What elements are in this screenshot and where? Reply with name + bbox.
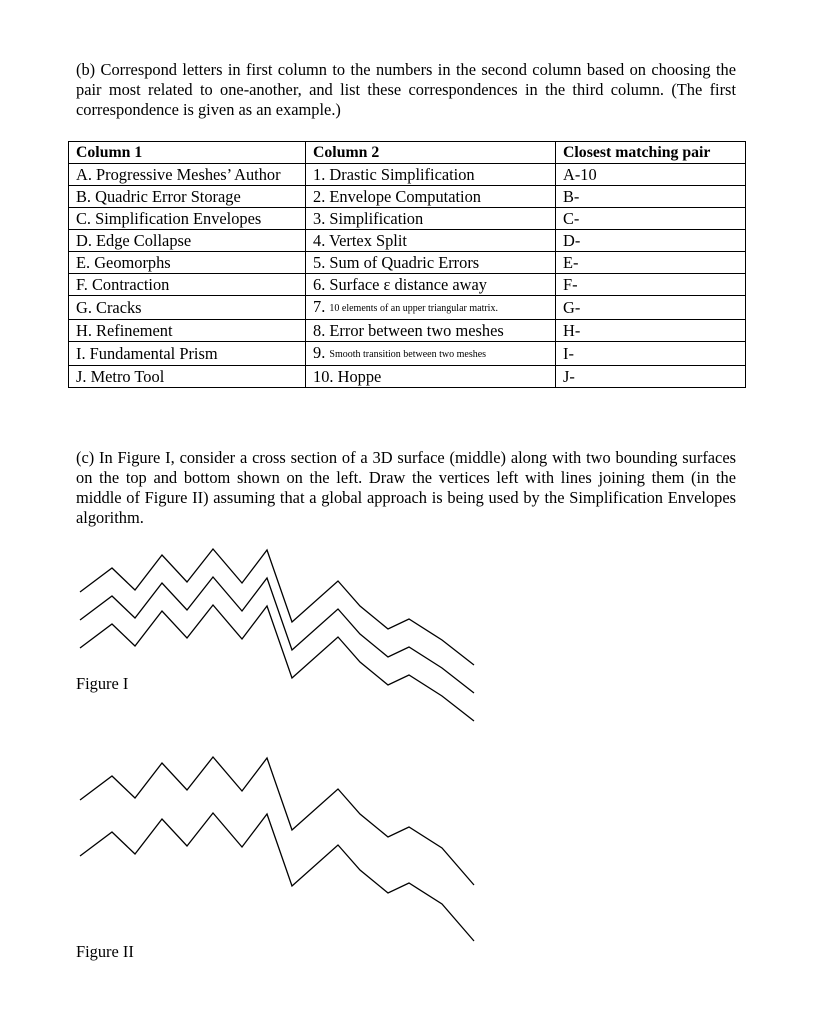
column-2-cell [306,296,556,320]
table-row [69,208,746,230]
item-description: Error between two meshes [329,321,504,340]
item-description: Vertex Split [329,231,407,250]
column-2-cell [306,230,556,252]
column-2-header: Column 2 [306,142,556,164]
item-description: Smooth transition between two meshes [329,349,487,360]
item-description: Surface ε distance away [329,275,487,294]
item-description: Envelope Computation [329,187,481,206]
item-number: 5. [313,253,326,272]
figure-2-top-bound-line [80,757,474,885]
matching-table [68,141,746,388]
answer-cell[interactable]: F- [556,274,746,296]
table-row [69,252,746,274]
item-number: 9. [313,343,326,362]
answer-cell[interactable]: E- [556,252,746,274]
column-2-cell [306,164,556,186]
item-description: Drastic Simplification [329,165,475,184]
column-1-cell: I. Fundamental Prism [69,342,306,366]
column-1-cell: C. Simplification Envelopes [69,208,306,230]
column-1-cell: E. Geomorphs [69,252,306,274]
answer-cell[interactable]: H- [556,320,746,342]
column-2-cell [306,366,556,388]
table-row [69,366,746,388]
answer-cell[interactable]: D- [556,230,746,252]
column-2-cell [306,186,556,208]
answer-cell[interactable]: I- [556,342,746,366]
answer-cell[interactable]: C- [556,208,746,230]
item-number: 8. [313,321,326,340]
item-description: Simplification [329,209,424,228]
item-description: Hoppe [337,367,382,386]
figure-2-caption: Figure II [76,942,134,961]
item-number: 7. [313,297,326,316]
column-1-cell: H. Refinement [69,320,306,342]
table-row [69,342,746,366]
answer-cell[interactable]: A-10 [556,164,746,186]
column-2-cell [306,208,556,230]
table-row [69,320,746,342]
column-2-cell [306,320,556,342]
item-number: 3. [313,209,326,228]
column-1-cell: F. Contraction [69,274,306,296]
column-3-header: Closest matching pair [556,142,746,164]
column-1-cell: J. Metro Tool [69,366,306,388]
column-1-cell: D. Edge Collapse [69,230,306,252]
column-1-cell: G. Cracks [69,296,306,320]
item-number: 6. [313,275,326,294]
table-header-row [69,142,746,164]
table-row [69,296,746,320]
figure-1-top-bound-line [80,549,474,665]
column-2-cell [306,342,556,366]
item-number: 2. [313,187,326,206]
item-number: 4. [313,231,326,250]
column-1-cell: A. Progressive Meshes’ Author [69,164,306,186]
table-row [69,230,746,252]
item-description: 10 elements of an upper triangular matrix. [329,303,498,314]
part-b-instructions: (b) Correspond letters in first column to the numbers in the second column based on choosing the pair most related to one-another, and list these correspondences in the third column. (The first correspondence is given as an example.) [76,60,736,119]
table-row [69,186,746,208]
item-number: 1. [313,165,326,184]
figure-1-bottom-bound-line [80,605,474,721]
column-1-header: Column 1 [69,142,306,164]
table-row [69,164,746,186]
column-2-cell [306,274,556,296]
item-number: 10. [313,367,334,386]
column-1-cell: B. Quadric Error Storage [69,186,306,208]
table-row [69,274,746,296]
column-2-cell [306,252,556,274]
item-description: Sum of Quadric Errors [329,253,480,272]
figure-1-caption: Figure I [76,674,129,693]
answer-cell[interactable]: J- [556,366,746,388]
answer-cell[interactable]: G- [556,296,746,320]
figure-2-bottom-bound-line [80,813,474,941]
answer-cell[interactable]: B- [556,186,746,208]
part-c-instructions: (c) In Figure I, consider a cross section of a 3D surface (middle) along with two bounding surfaces on the top and bottom shown on the left. Draw the vertices left with lines joining them (in the middle of Figure II) assuming that a global approach is being used by the Simplification Envelopes algorithm. [76,448,736,527]
figure-1-surface-line [80,577,474,693]
